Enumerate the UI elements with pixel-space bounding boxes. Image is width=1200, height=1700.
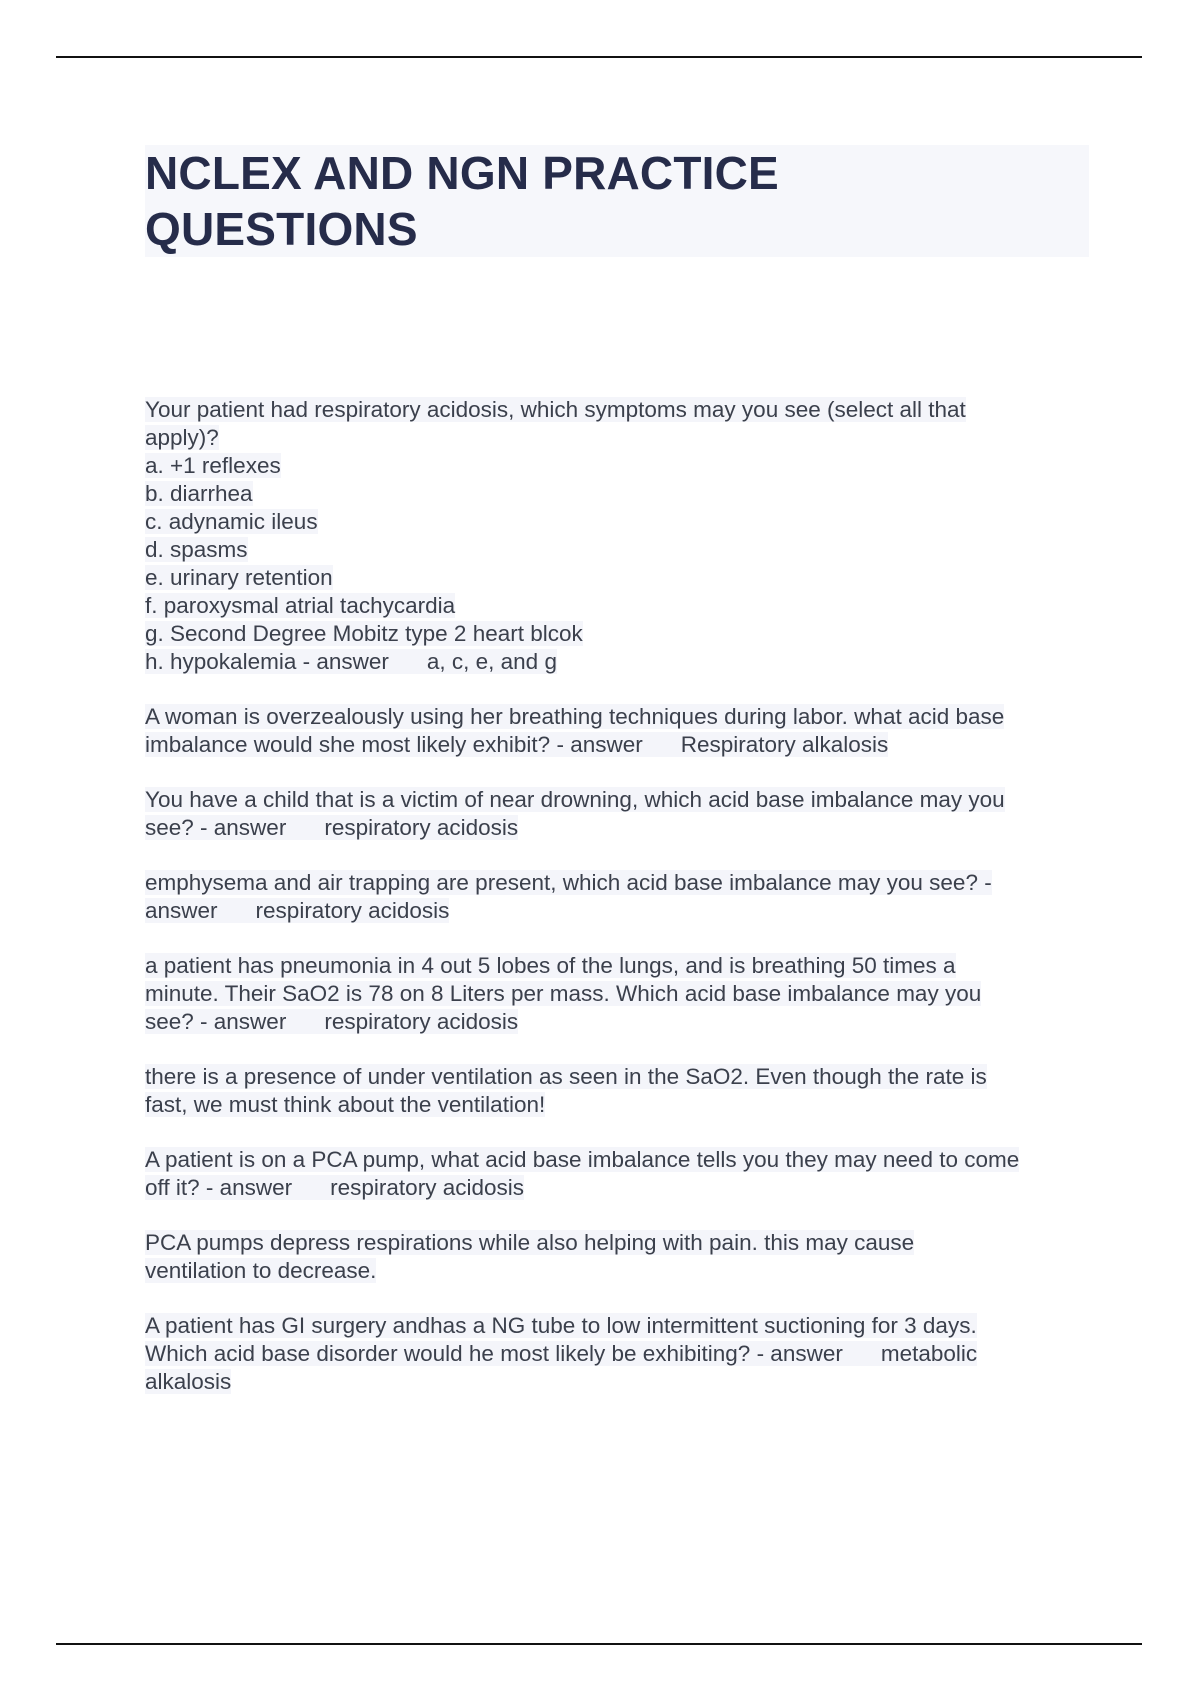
text-line <box>145 1229 1095 1257</box>
qa-block <box>145 786 1095 842</box>
text-line-content: d. spasms <box>145 537 248 562</box>
text-line <box>145 703 1095 731</box>
answer-line <box>145 897 1095 925</box>
qa-block <box>145 396 1095 676</box>
answer-line <box>145 1340 1095 1368</box>
answer-continuation-content: alkalosis <box>145 1369 232 1394</box>
question-tail: h. hypokalemia - answer <box>145 649 389 674</box>
text-line <box>145 424 1095 452</box>
text-line <box>145 786 1095 814</box>
answer-line <box>145 1008 1095 1036</box>
text-line <box>145 620 1095 648</box>
text-line-content: PCA pumps depress respirations while also helping with pain. this may cause <box>145 1230 915 1255</box>
qa-block <box>145 703 1095 759</box>
text-line-content: c. adynamic ileus <box>145 509 318 534</box>
text-line-content: a. +1 reflexes <box>145 453 281 478</box>
answer-line <box>145 648 1095 676</box>
text-line <box>145 1091 1095 1119</box>
answer-text: respiratory acidosis <box>324 815 519 840</box>
text-line <box>145 1257 1095 1285</box>
page-title-line-1: NCLEX AND NGN PRACTICE <box>145 147 779 199</box>
answer-line <box>145 731 1095 759</box>
text-line-content: emphysema and air trapping are present, which acid base imbalance may you see? - <box>145 870 992 895</box>
answer-line-content <box>145 1009 518 1034</box>
answer-line <box>145 814 1095 842</box>
qa-block <box>145 1063 1095 1119</box>
text-line <box>145 480 1095 508</box>
text-line <box>145 1312 1095 1340</box>
footer-rule <box>56 1643 1142 1645</box>
question-tail: see? - answer <box>145 815 287 840</box>
answer-line-content <box>145 1341 977 1366</box>
qa-block <box>145 869 1095 925</box>
answer-line <box>145 1174 1095 1202</box>
answer-text: Respiratory alkalosis <box>680 732 889 757</box>
answer-line-content <box>145 815 518 840</box>
text-line-content: You have a child that is a victim of near drowning, which acid base imbalance may you <box>145 787 1005 812</box>
text-line <box>145 980 1095 1008</box>
text-line-content: minute. Their SaO2 is 78 on 8 Liters per mass. Which acid base imbalance may you <box>145 981 982 1006</box>
qa-content <box>145 396 1095 1423</box>
answer-text: metabolic <box>880 1341 978 1366</box>
text-line-content: ventilation to decrease. <box>145 1258 377 1283</box>
header-rule <box>56 56 1142 58</box>
page-title <box>145 145 1089 257</box>
text-line <box>145 592 1095 620</box>
text-line <box>145 1146 1095 1174</box>
answer-continuation <box>145 1368 1095 1396</box>
text-line-content: g. Second Degree Mobitz type 2 heart blcok <box>145 621 583 646</box>
text-line <box>145 869 1095 897</box>
question-tail: imbalance would she most likely exhibit? - answer <box>145 732 643 757</box>
answer-text: respiratory acidosis <box>330 1175 524 1200</box>
question-tail: Which acid base disorder would he most likely be exhibiting? - answer <box>145 1341 843 1366</box>
text-line-content: A patient is on a PCA pump, what acid base imbalance tells you they may need to come <box>145 1147 1020 1172</box>
question-tail: answer <box>145 898 218 923</box>
answer-text: respiratory acidosis <box>324 1009 519 1034</box>
text-line <box>145 396 1095 424</box>
qa-block <box>145 952 1095 1036</box>
text-line-content: there is a presence of under ventilation as seen in the SaO2. Even though the rate is <box>145 1064 987 1089</box>
text-line <box>145 1063 1095 1091</box>
qa-block <box>145 1229 1095 1285</box>
text-line <box>145 508 1095 536</box>
title-box <box>145 145 1089 257</box>
answer-line-content <box>145 649 557 674</box>
text-line <box>145 952 1095 980</box>
answer-line-content <box>145 732 888 757</box>
text-line-content: fast, we must think about the ventilation! <box>145 1092 546 1117</box>
question-tail: off it? - answer <box>145 1175 293 1200</box>
qa-block <box>145 1312 1095 1396</box>
answer-text: a, c, e, and g <box>426 649 557 674</box>
text-line <box>145 452 1095 480</box>
question-tail: see? - answer <box>145 1009 287 1034</box>
text-line-content: b. diarrhea <box>145 481 253 506</box>
text-line-content: f. paroxysmal atrial tachycardia <box>145 593 456 618</box>
answer-line-content <box>145 1175 524 1200</box>
answer-line-content <box>145 898 449 923</box>
text-line-content: a patient has pneumonia in 4 out 5 lobes of the lungs, and is breathing 50 times a <box>145 953 956 978</box>
text-line-content: e. urinary retention <box>145 565 333 590</box>
qa-block <box>145 1146 1095 1202</box>
text-line-content: apply)? <box>145 425 219 450</box>
text-line-content: Your patient had respiratory acidosis, which symptoms may you see (select all that <box>145 397 966 422</box>
text-line <box>145 564 1095 592</box>
text-line-content: A patient has GI surgery andhas a NG tube to low intermittent suctioning for 3 days. <box>145 1313 977 1338</box>
answer-text: respiratory acidosis <box>255 898 450 923</box>
page-title-line-2: QUESTIONS <box>145 203 418 255</box>
text-line <box>145 536 1095 564</box>
text-line-content: A woman is overzealously using her breathing techniques during labor. what acid base <box>145 704 1005 729</box>
